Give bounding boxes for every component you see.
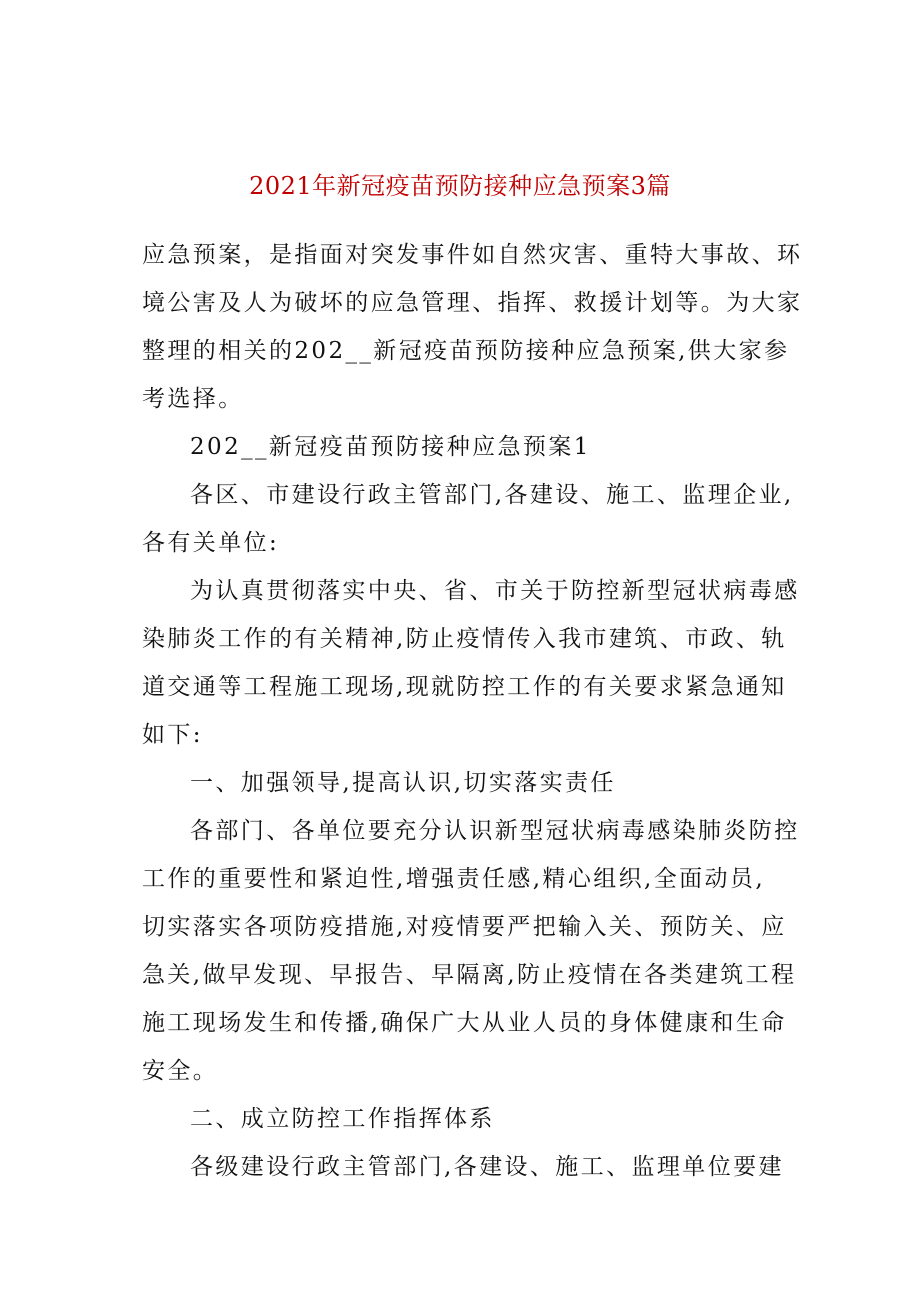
text-line: 各区、市建设行政主管部门,各建设、施工、监理企业, [190, 482, 794, 508]
text-line: 考选择。 [142, 386, 244, 412]
text-line: 境公害及人为破坏的应急管理、指挥、救援计划等。为大家 [142, 290, 803, 316]
text-line: 如下: [142, 722, 203, 748]
text-line: 整理的相关的202__新冠疫苗预防接种应急预案,供大家参 [142, 338, 790, 364]
text-line: 各级建设行政主管部门,各建设、施工、监理单位要建 [190, 1154, 784, 1180]
section-heading: 202__新冠疫苗预防接种应急预案1 [190, 434, 591, 460]
text-line: 道交通等工程施工现场,现就防控工作的有关要求紧急通知 [142, 674, 787, 700]
document-title: 2021年新冠疫苗预防接种应急预案3篇 [249, 172, 671, 200]
text-line: 安全。 [142, 1058, 219, 1084]
text-line: 各部门、各单位要充分认识新型冠状病毒感染肺炎防控 [190, 818, 800, 844]
text-line: 各有关单位: [142, 530, 280, 556]
text-line: 为认真贯彻落实中央、省、市关于防控新型冠状病毒感 [190, 578, 800, 604]
text-line: 急关,做早发现、早报告、早隔离,防止疫情在各类建筑工程 [142, 962, 797, 988]
section-heading: 二、成立防控工作指挥体系 [190, 1106, 495, 1132]
text-line: 应急预案，是指面对突发事件如自然灾害、重特大事故、环 [142, 242, 803, 268]
text-line: 切实落实各项防疫措施,对疫情要严把输入关、预防关、应 [142, 914, 787, 940]
text-line: 施工现场发生和传播,确保广大从业人员的身体健康和生命 [142, 1010, 787, 1036]
text-line: 工作的重要性和紧迫性,增强责任感,精心组织,全面动员, [142, 866, 766, 892]
text-line: 染肺炎工作的有关精神,防止疫情传入我市建筑、市政、轨 [142, 626, 787, 652]
section-heading: 一、加强领导,提高认识,切实落实责任 [190, 770, 616, 796]
